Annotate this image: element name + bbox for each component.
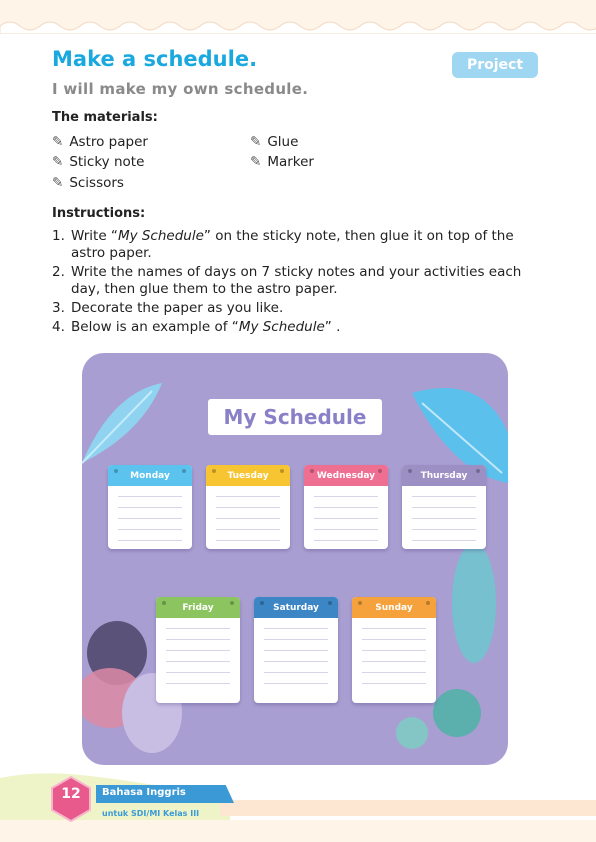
day-card-header: Sunday <box>352 597 436 618</box>
pencil-icon: ✎ <box>52 134 64 150</box>
page-subtitle: I will make my own schedule. <box>52 80 309 98</box>
page-title: Make a schedule. <box>52 47 258 71</box>
top-decorative-band <box>0 0 596 34</box>
material-item: ✎ Marker <box>250 154 314 170</box>
project-badge: Project <box>452 52 538 78</box>
poster-banner: My Schedule <box>208 399 382 435</box>
day-card-header: Saturday <box>254 597 338 618</box>
day-card-header: Monday <box>108 465 192 486</box>
day-card-header: Wednesday <box>304 465 388 486</box>
materials-heading: The materials: <box>52 110 158 125</box>
material-item: ✎ Astro paper <box>52 134 148 150</box>
pencil-icon: ✎ <box>52 154 64 170</box>
day-card-header: Thursday <box>402 465 486 486</box>
day-card <box>352 597 436 703</box>
instruction-step: 4. Below is an example of “My Schedule” . <box>52 319 341 335</box>
material-item: ✎ Scissors <box>52 175 124 191</box>
day-card-header: Tuesday <box>206 465 290 486</box>
scallop-border <box>0 18 596 34</box>
instruction-step: 1. Write “My Schedule” on the sticky note, then glue it on top of the astro paper. <box>52 228 514 261</box>
footer-bottom-band <box>0 820 596 842</box>
schedule-poster-illustration <box>82 353 508 765</box>
day-card <box>206 465 290 549</box>
instruction-step: 2. Write the names of days on 7 sticky notes and your activities each day, then glue them to the astro paper. <box>52 264 522 297</box>
instruction-step: 3. Decorate the paper as you like. <box>52 300 284 316</box>
instructions-heading: Instructions: <box>52 206 146 221</box>
material-item: ✎ Glue <box>250 134 299 150</box>
pencil-icon: ✎ <box>52 175 64 191</box>
day-card <box>402 465 486 549</box>
pencil-icon: ✎ <box>250 154 262 170</box>
footer-band <box>220 800 596 816</box>
day-card-header: Friday <box>156 597 240 618</box>
page-number: 12 <box>61 786 81 802</box>
day-card <box>304 465 388 549</box>
material-item: ✎ Sticky note <box>52 154 145 170</box>
instruction-list <box>52 228 532 338</box>
day-card <box>254 597 338 703</box>
day-card <box>108 465 192 549</box>
book-title: Bahasa Inggris <box>102 787 186 798</box>
book-subtitle: untuk SDI/MI Kelas III <box>102 809 200 818</box>
pencil-icon: ✎ <box>250 134 262 150</box>
day-card <box>156 597 240 703</box>
